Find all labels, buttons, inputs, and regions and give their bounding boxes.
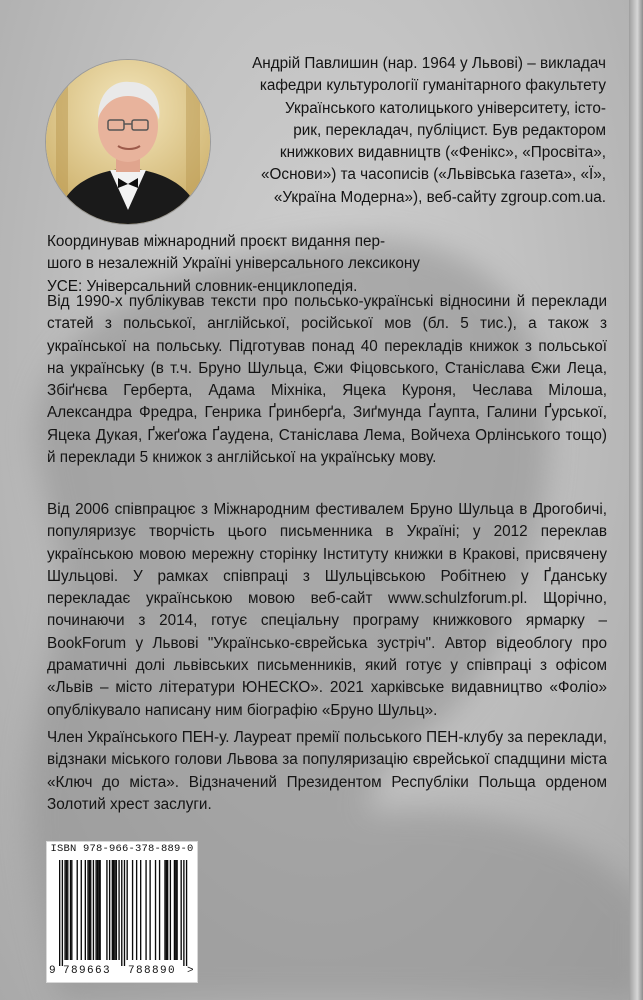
barcode-bar: [167, 860, 168, 960]
barcode-bar: [100, 860, 101, 960]
barcode-bar: [118, 860, 119, 960]
bio-intro-line: «Україна Модерна»), веб-сайту zgroup.com.ua.: [273, 188, 606, 206]
barcode-digit-group-1: 789663: [63, 965, 112, 977]
barcode-bar: [113, 860, 114, 960]
barcode-guard-bar: [121, 860, 122, 966]
bio-intro-line: книжкових видавництв («Фенікс», «Просвіта»,: [279, 144, 606, 162]
barcode-bar: [116, 860, 117, 960]
barcode-quiet-zone-mark: >: [187, 965, 194, 977]
bio-intro: [214, 53, 606, 209]
barcode-bar: [97, 860, 98, 960]
barcode-bar: [170, 860, 171, 960]
bio-intro-line: Андрій Павлишин (нар. 1964 у Львові) – викладач: [252, 55, 606, 72]
bio-intro-rest-line: УСЕ: Універсальний словник-енциклопедія.: [47, 277, 358, 295]
spine-edge: [629, 0, 643, 1000]
barcode-bar: [90, 860, 91, 960]
barcode-bar: [95, 860, 96, 960]
barcode-bar: [93, 860, 94, 960]
bio-intro-continuation: [47, 231, 607, 298]
barcode-guard-bar: [62, 860, 63, 966]
barcode-digit-lead: 9: [49, 965, 56, 977]
barcode-bar: [181, 860, 182, 960]
barcode-guard-bar: [183, 860, 184, 966]
barcode-guard-bar: [59, 860, 60, 966]
barcode-bar: [176, 860, 177, 960]
barcode-bar: [166, 860, 167, 960]
barcode-bar: [89, 860, 90, 960]
barcode-bar: [114, 860, 115, 960]
bio-intro-line: Українського католицького університету, істо-: [285, 99, 606, 117]
bio-intro-line: кафедри культурології гуманітарного факультету: [259, 77, 606, 95]
barcode-bar: [98, 860, 99, 960]
bio-intro-line: «Основи») та часописів («Львівська газета», «Ї»,: [261, 166, 606, 184]
bio-intro-line: рик, перекладач, публіцист. Був редактором: [293, 121, 606, 139]
barcode-bar: [164, 860, 165, 960]
isbn-label: ISBN 978-966-378-889-0: [50, 843, 194, 855]
barcode-bar: [149, 860, 150, 960]
barcode-bar: [112, 860, 113, 960]
barcode-bar: [109, 860, 110, 960]
barcode-bar: [159, 860, 160, 960]
barcode-bar: [81, 860, 82, 960]
barcode-bars: [51, 860, 193, 966]
barcode-guard-bar: [124, 860, 125, 966]
barcode-bar: [140, 860, 141, 960]
author-photo: [46, 60, 210, 224]
bio-intro-rest-line: Координував міжнародний проєкт видання пер-: [47, 233, 386, 250]
barcode-guard-bar: [186, 860, 187, 966]
isbn-barcode: [46, 841, 198, 983]
barcode-bar: [71, 860, 72, 960]
barcode-bar: [85, 860, 86, 960]
barcode-bar: [127, 860, 128, 960]
barcode-bar: [67, 860, 68, 960]
barcode-bar: [87, 860, 88, 960]
bio-intro-rest-line: шого в незалежній Україні універсального лексикону: [47, 255, 420, 273]
bio-paragraph-translations: Від 1990-х публікував тексти про польсько-українські відносини й переклади статей з польської, англійської, російської мов (бл. 5 тис.), а також з української на польську. Підготував понад 40 перекладів книжок з польської на українську (в т.ч. Бруно Шульца, Єжи Фіцовського, Станіслава Єжи Леца, Збіґнєва Герберта, Адама Міхніка, Яцека Куроня, Чеслава Мілоша, Александра Фредра, Генрика Ґринберґа, Зиґмунда Ґаупта, Галини Ґурської, Яцека Дукая, Ґжеґожа Ґаудена, Станіслава Лема, Войчеха Орлінського тощо) й переклади 5 книжок з англійської на українську мову.: [47, 293, 607, 467]
barcode-bar: [174, 860, 175, 960]
barcode-bar: [77, 860, 78, 960]
barcode-bar: [66, 860, 67, 960]
barcode-bar: [136, 860, 137, 960]
barcode-bar: [64, 860, 65, 960]
barcode-digit-group-2: 788890: [128, 965, 177, 977]
barcode-bar: [106, 860, 107, 960]
barcode-bar: [145, 860, 146, 960]
bio-paragraph-schulz: Від 2006 співпрацює з Міжнародним фестивалем Бруно Шульца в Дрогобичі, популяризує творчість цього письменника в Україні; у 2012 переклав українською мовою мережну сторінку Інституту книжки в Кракові, присвячену Шульцові. У рамках співпраці з Шульцівською Робітнею у Ґданську перекладає українською мовою веб-сайт www.schulzforum.pl. Щорічно, починаючи з 2014, готує спеціальну програму книжкового ярмарку – BookForum у Львові "Українсько-єврейська зустріч". Автор відеоблогу про драматичні долі львівських письменників, який готує у співпраці з офісом «Львів – місто літератури ЮНЕСКО». 2021 харківське видавництво «Фоліо» опублікувало написану ним біографію «Бруно Шульц».: [47, 501, 607, 719]
barcode-bar: [175, 860, 176, 960]
barcode-bar: [155, 860, 156, 960]
barcode-bar: [132, 860, 133, 960]
author-portrait-illustration: [46, 60, 210, 224]
barcode-bar: [70, 860, 71, 960]
bio-paragraph-awards: Член Українського ПЕН-у. Лауреат премії польського ПЕН-клубу за переклади, відзнаки міського голови Львова за популяризацію єврейської спадщини міста «Ключ до міста». Відзначений Президентом Республіки Польща орденом Золотий хрест заслуги.: [47, 729, 607, 813]
